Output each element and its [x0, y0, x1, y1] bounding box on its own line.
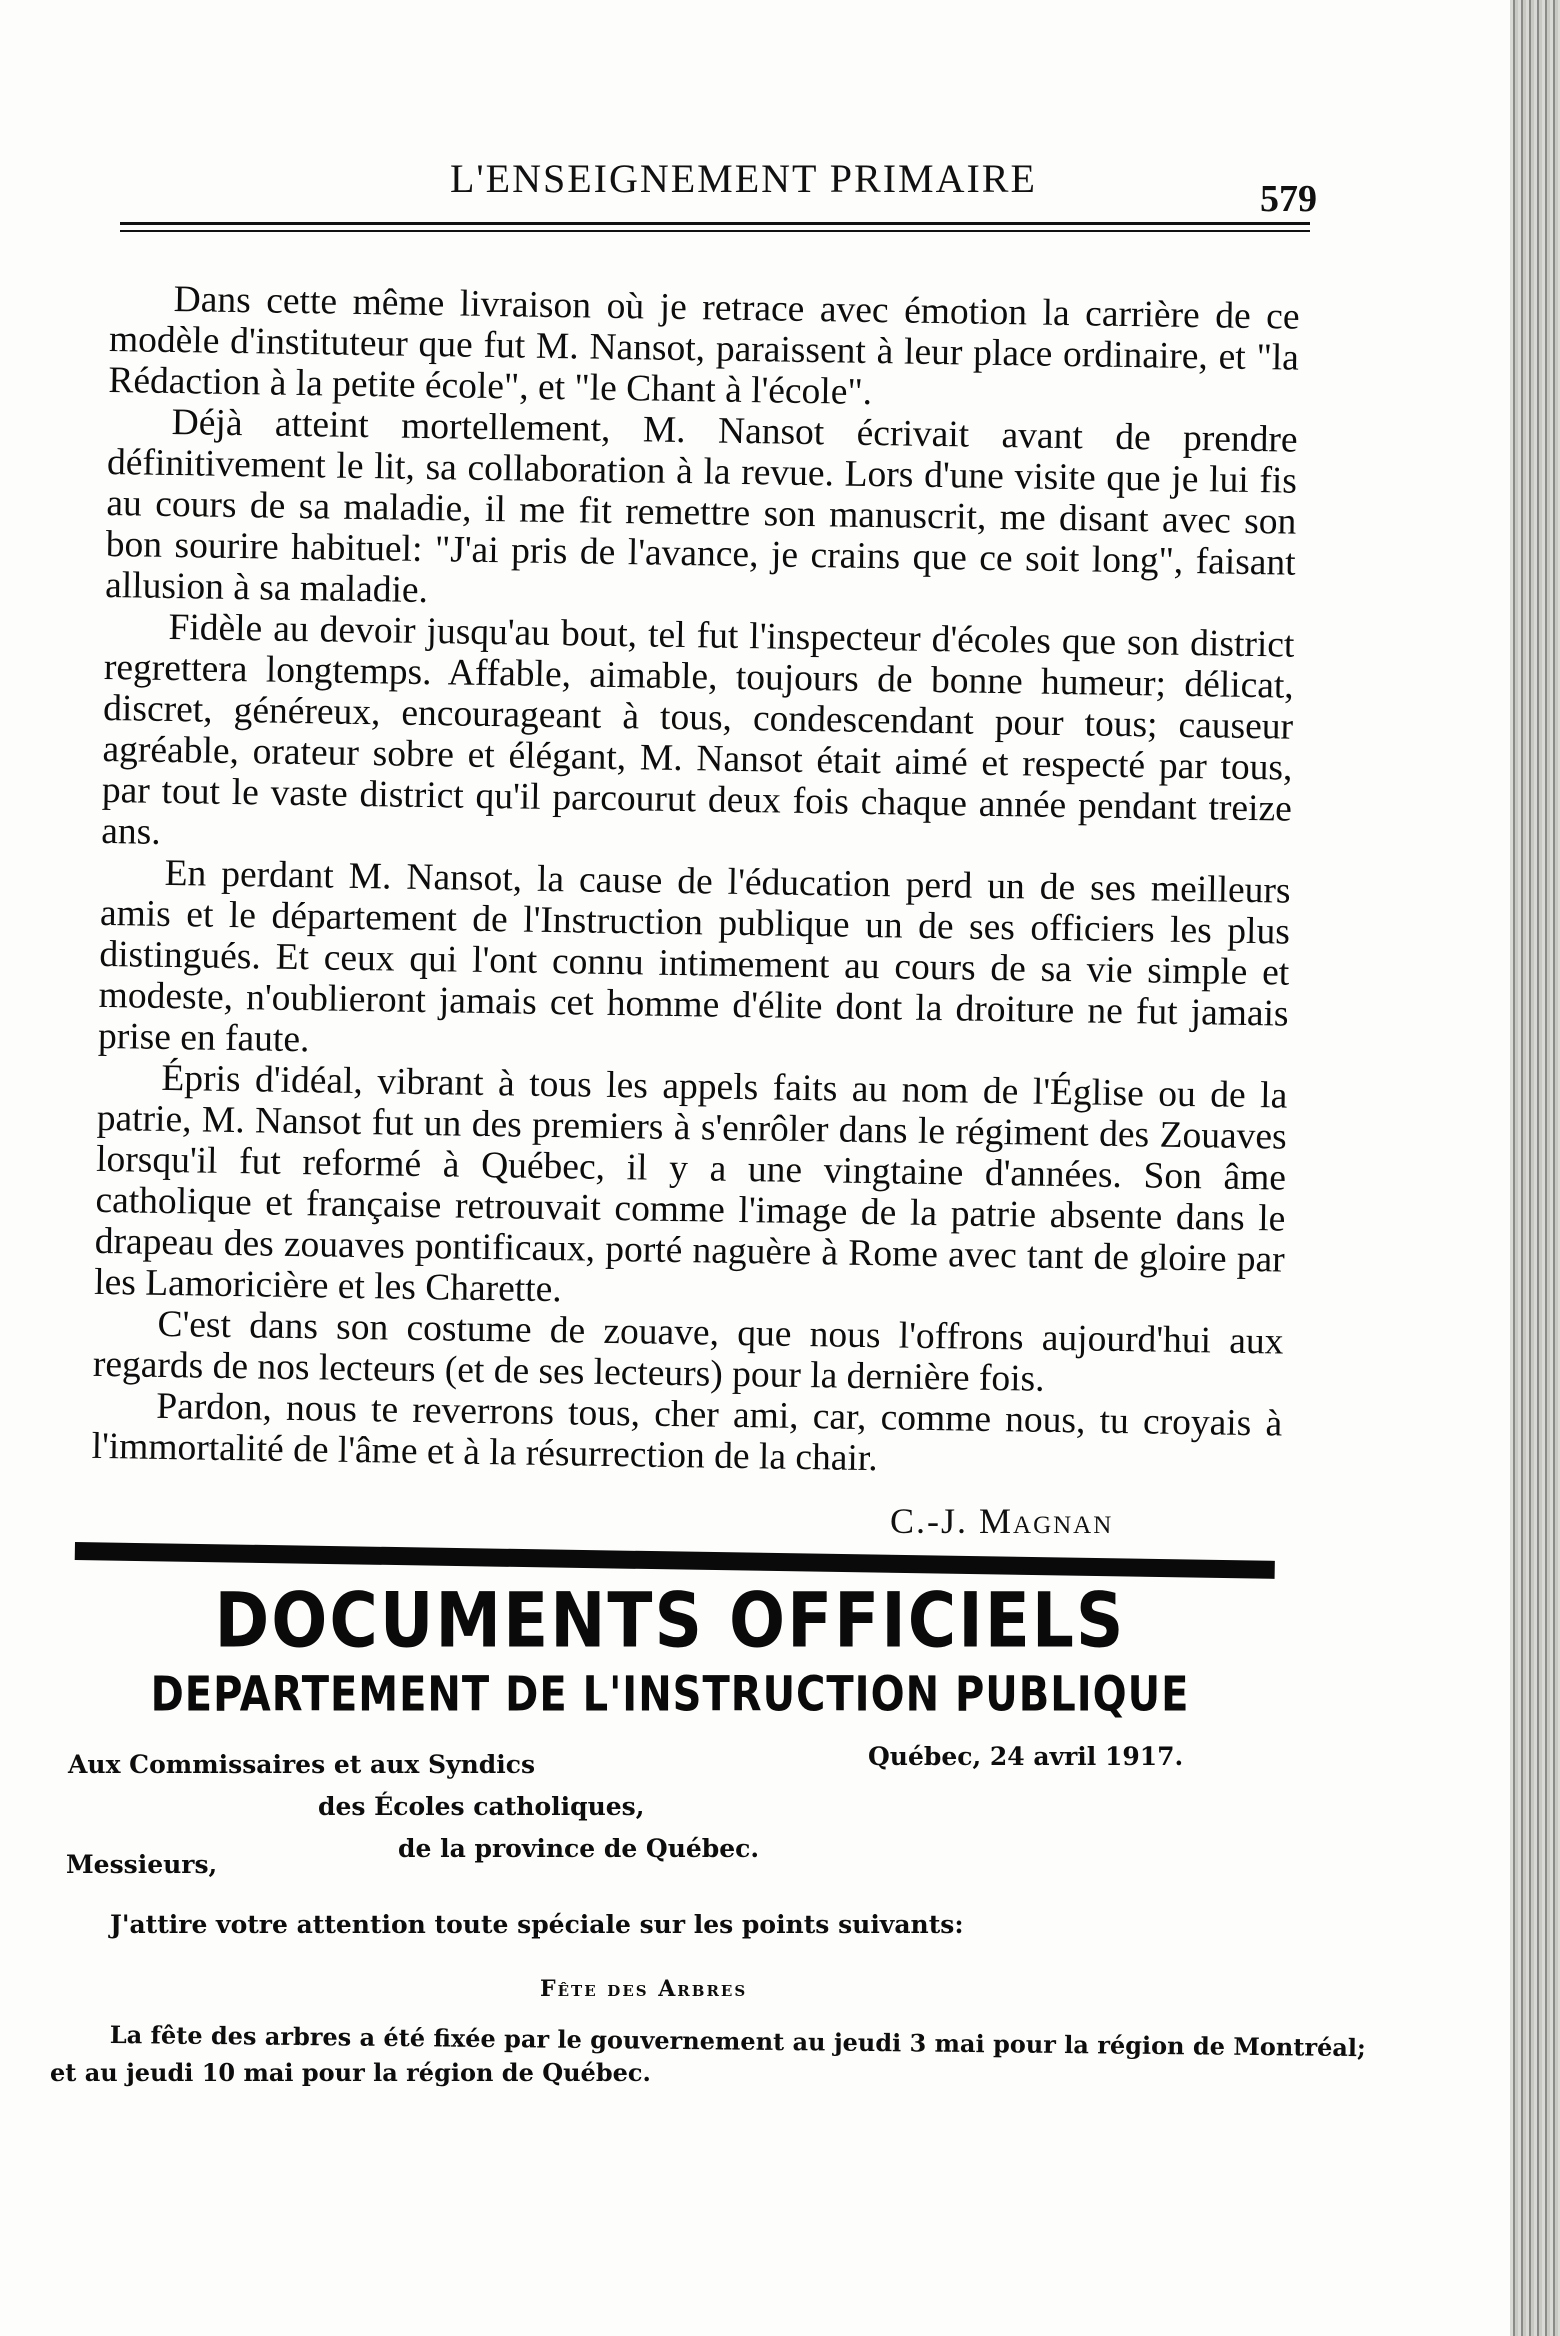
article-paragraph-3: Fidèle au devoir jusqu'au bout, tel fut l'inspecteur d'écoles que son district regrettera longtemps. Affable, aimable, toujours de bonne humeur; délicat, discret, généreux, encourageant à tous, condescendant pour tous; causeur agréable, orateur sobre et élégant, M. Nansot était aimé et respecté par tous, par tout le vaste district qu'il parcourut deux fois chaque année pendant treize ans.	[100, 606, 1295, 853]
article-paragraph-4: En perdant M. Nansot, la cause de l'éducation perd un de ses meilleurs amis et le département de l'Instruction publique un de ses officiers les plus distingués. Et ceux qui l'ont connu intimement au cours de sa vie simple et modeste, n'oublieront jamais cet homme d'élite dont la droiture ne fut jamais prise en faute.	[97, 852, 1291, 1061]
letter-address-line1: Aux Commissaires et aux Syndics	[68, 1750, 536, 1779]
documents-title: DOCUMENTS OFFICIELS	[214, 1576, 1126, 1665]
page-number: 579	[1260, 178, 1317, 220]
letter-section-line2: et au jeudi 10 mai pour la région de Québec.	[50, 2058, 651, 2087]
article-paragraph-1: Dans cette même livraison où je retrace avec émotion la carrière de ce modèle d'instituteur que fut M. Nansot, paraissent à leur place ordinaire, et "la Rédaction à la petite école", et "le Chant à l'école".	[108, 279, 1300, 413]
article-paragraph-2: Déjà atteint mortellement, M. Nansot écrivait avant de prendre définitivement le lit, sa collaboration à la revue. Lors d'une visite que je lui fis au cours de sa maladie, il me fit remettre son manuscrit, me disant avec son bon sourire habituel: "J'ai pris de l'avance, je crains que ce soit long", faisant allusion à sa maladie.	[104, 401, 1298, 612]
letter-salutation: Messieurs,	[66, 1850, 218, 1879]
letter-intro: J'attire votre attention toute spéciale sur les points suivants:	[110, 1910, 964, 1939]
documents-subtitle: DEPARTEMENT DE L'INSTRUCTION PUBLIQUE	[150, 1667, 1190, 1723]
letter-address-line3: de la province de Québec.	[398, 1834, 760, 1863]
article-paragraph-7: Pardon, nous te reverrons tous, cher ami, car, comme nous, tu croyais à l'immortalité de l'âme et à la résurrection de la chair.	[91, 1385, 1283, 1480]
running-title: L'ENSEIGNEMENT PRIMAIRE	[450, 156, 1037, 201]
letter-place-date: Québec, 24 avril 1917.	[868, 1742, 1184, 1771]
letter-address-line2: des Écoles catholiques,	[318, 1792, 645, 1821]
letter-section-line1: La fête des arbres a été fixée par le gouvernement au jeudi 3 mai pour la région de Montréal;	[109, 2020, 1367, 2063]
article-paragraph-6: C'est dans son costume de zouave, que nous l'offrons aujourd'hui aux regards de nos lecteurs (et de ses lecteurs) pour la dernière fois.	[92, 1303, 1284, 1400]
book-page-edge	[1510, 0, 1560, 2336]
letter-section-title: Fête des Arbres	[540, 1976, 748, 2002]
article-paragraph-5: Épris d'idéal, vibrant à tous les appels faits au nom de l'Église ou de la patrie, M. Nansot fut un des premiers à s'enrôler dans le régiment des Zouaves lorsqu'il fut reformé à Québec, il y a une vingtaine d'années. Son âme catholique et française retrouvait comme l'image de la patrie absente dans le drapeau des zouaves pontificaux, porté naguère à Rome avec tant de gloire par les Lamoricière et les Charette.	[93, 1057, 1288, 1311]
author-signature: C.-J. Magnan	[890, 1501, 1114, 1541]
